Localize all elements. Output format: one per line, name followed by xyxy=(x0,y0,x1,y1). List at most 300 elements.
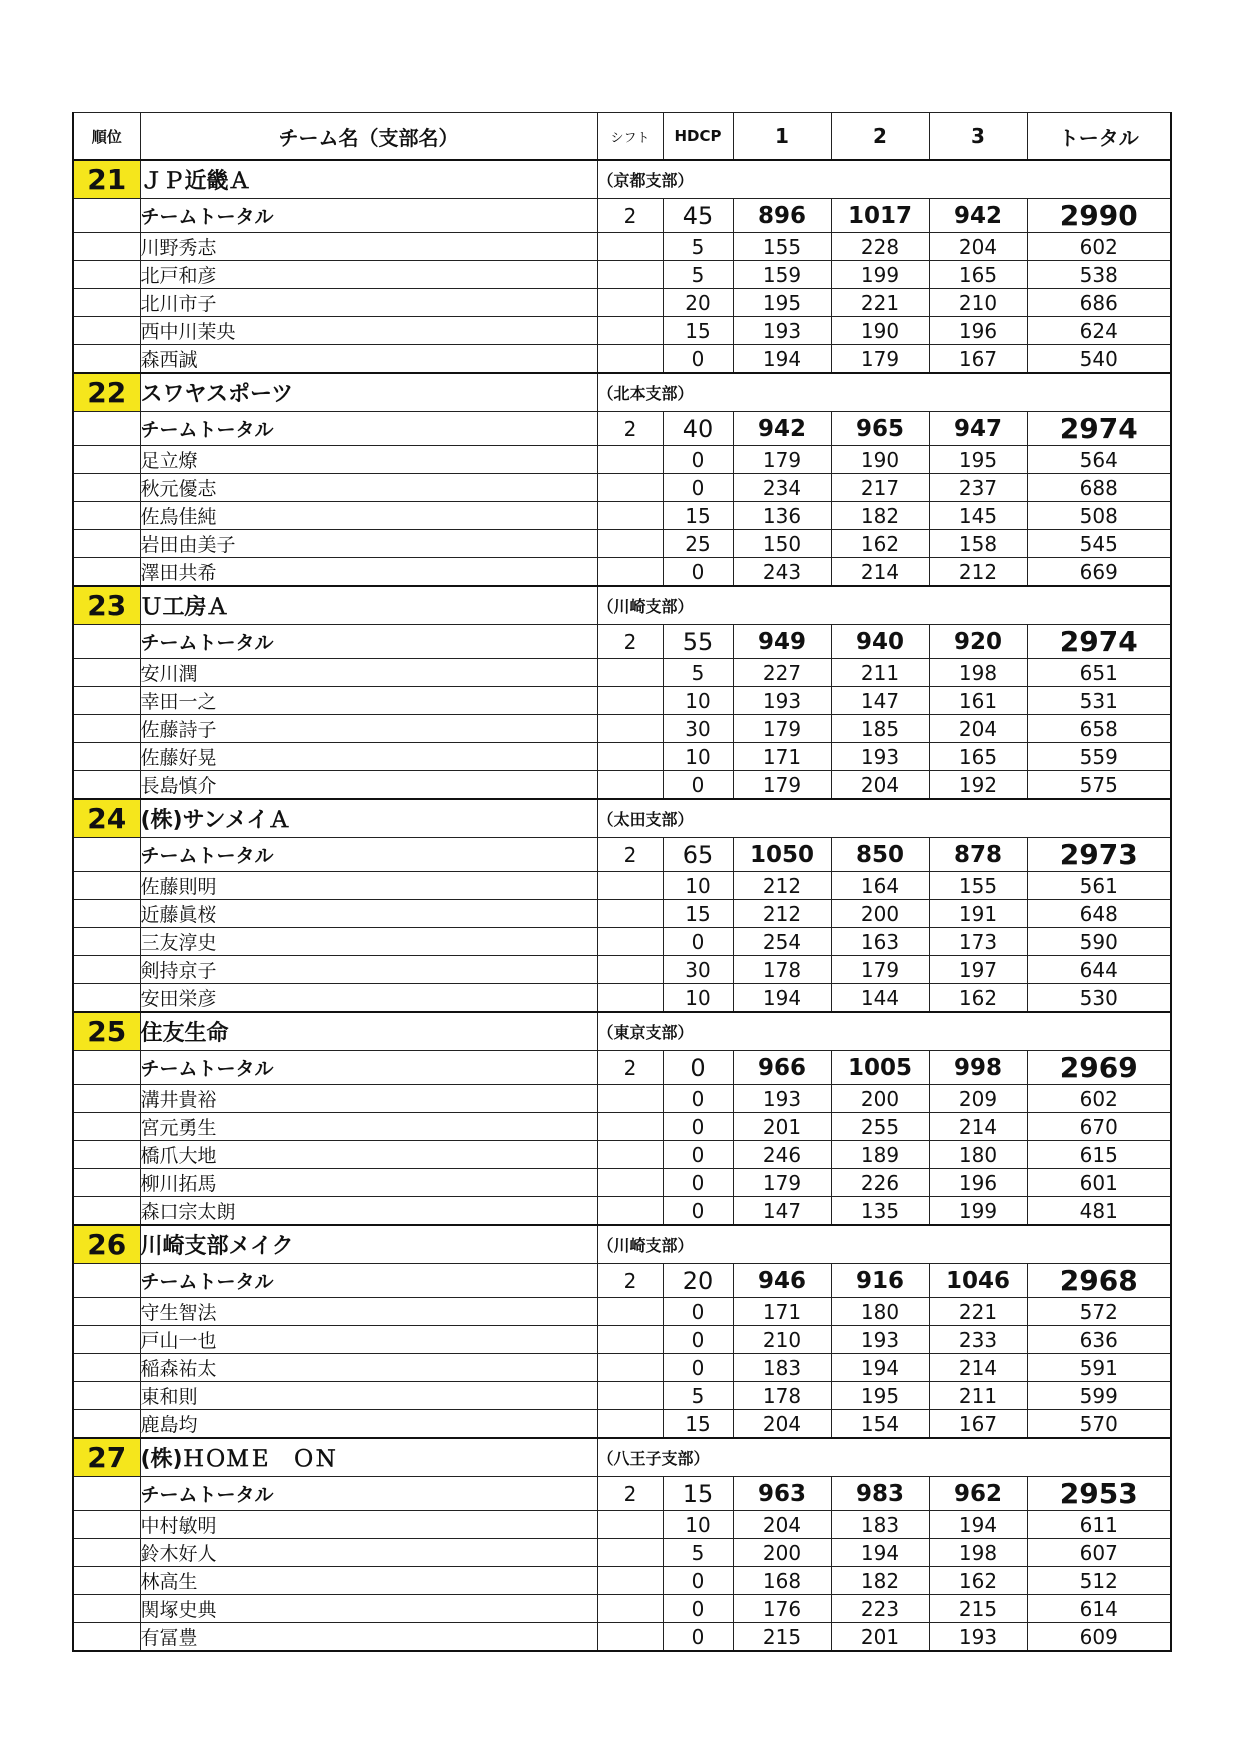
player-shift xyxy=(597,558,663,587)
rank-cell-empty xyxy=(73,771,140,800)
player-shift xyxy=(597,900,663,928)
player-game3: 204 xyxy=(929,233,1027,261)
player-name: 北戸和彦 xyxy=(140,261,597,289)
team-total-row xyxy=(73,1477,1171,1511)
team-shift: 2 xyxy=(597,412,663,446)
rank-cell-empty xyxy=(73,261,140,289)
player-shift xyxy=(597,1595,663,1623)
player-name: 有冨豊 xyxy=(140,1623,597,1652)
player-name: 西中川茉央 xyxy=(140,317,597,345)
team-game2: 850 xyxy=(831,838,929,872)
team-total-label: チームトータル xyxy=(140,412,597,446)
player-hdcp: 0 xyxy=(663,474,733,502)
player-row xyxy=(73,771,1171,800)
team-game3: 878 xyxy=(929,838,1027,872)
player-game1: 193 xyxy=(733,317,831,345)
player-game1: 234 xyxy=(733,474,831,502)
player-game2: 189 xyxy=(831,1141,929,1169)
player-hdcp: 0 xyxy=(663,1169,733,1197)
player-shift xyxy=(597,1410,663,1439)
player-game2: 190 xyxy=(831,446,929,474)
player-shift xyxy=(597,1511,663,1539)
player-hdcp: 0 xyxy=(663,1141,733,1169)
player-name: 佐藤好晃 xyxy=(140,743,597,771)
team-shift: 2 xyxy=(597,1264,663,1298)
player-game1: 200 xyxy=(733,1539,831,1567)
player-total: 570 xyxy=(1027,1410,1171,1439)
player-game2: 135 xyxy=(831,1197,929,1226)
player-game2: 193 xyxy=(831,1326,929,1354)
player-hdcp: 0 xyxy=(663,1354,733,1382)
team-rank: 25 xyxy=(73,1012,140,1051)
player-shift xyxy=(597,261,663,289)
player-row xyxy=(73,1298,1171,1326)
player-game1: 183 xyxy=(733,1354,831,1382)
player-game3: 161 xyxy=(929,687,1027,715)
player-game1: 210 xyxy=(733,1326,831,1354)
player-game2: 200 xyxy=(831,1085,929,1113)
player-hdcp: 0 xyxy=(663,1326,733,1354)
team-game1: 942 xyxy=(733,412,831,446)
game1-header: 1 xyxy=(733,113,831,161)
player-game3: 211 xyxy=(929,1382,1027,1410)
player-row xyxy=(73,687,1171,715)
rank-cell-empty xyxy=(73,558,140,587)
team-hdcp: 65 xyxy=(663,838,733,872)
team-total-label: チームトータル xyxy=(140,199,597,233)
player-hdcp: 20 xyxy=(663,289,733,317)
player-shift xyxy=(597,345,663,374)
player-row xyxy=(73,1623,1171,1652)
player-total: 602 xyxy=(1027,233,1171,261)
player-shift xyxy=(597,1113,663,1141)
team-game2: 1005 xyxy=(831,1051,929,1085)
player-hdcp: 10 xyxy=(663,1511,733,1539)
player-game3: 167 xyxy=(929,345,1027,374)
player-row xyxy=(73,558,1171,587)
team-game1: 1050 xyxy=(733,838,831,872)
team-hdcp: 15 xyxy=(663,1477,733,1511)
team-game1: 896 xyxy=(733,199,831,233)
team-header-row xyxy=(73,373,1171,412)
player-game3: 215 xyxy=(929,1595,1027,1623)
player-total: 599 xyxy=(1027,1382,1171,1410)
player-game1: 243 xyxy=(733,558,831,587)
player-shift xyxy=(597,474,663,502)
rank-cell-empty xyxy=(73,872,140,900)
player-total: 602 xyxy=(1027,1085,1171,1113)
player-game3: 214 xyxy=(929,1354,1027,1382)
rank-cell-empty xyxy=(73,1595,140,1623)
player-shift xyxy=(597,1169,663,1197)
player-game2: 204 xyxy=(831,771,929,800)
player-game2: 182 xyxy=(831,1567,929,1595)
team-header-row xyxy=(73,160,1171,199)
player-hdcp: 10 xyxy=(663,984,733,1013)
rank-cell-empty xyxy=(73,984,140,1013)
rank-cell-empty xyxy=(73,530,140,558)
rank-cell-empty xyxy=(73,1169,140,1197)
player-name: 長島慎介 xyxy=(140,771,597,800)
rank-cell-empty xyxy=(73,1298,140,1326)
team-name: スワヤスポーツ xyxy=(140,373,597,412)
player-shift xyxy=(597,1141,663,1169)
team-rank: 21 xyxy=(73,160,140,199)
player-game3: 167 xyxy=(929,1410,1027,1439)
player-name: 稲森祐太 xyxy=(140,1354,597,1382)
player-game1: 212 xyxy=(733,900,831,928)
player-shift xyxy=(597,1382,663,1410)
player-game3: 199 xyxy=(929,1197,1027,1226)
player-shift xyxy=(597,289,663,317)
player-shift xyxy=(597,233,663,261)
player-hdcp: 15 xyxy=(663,502,733,530)
player-hdcp: 15 xyxy=(663,317,733,345)
team-hdcp: 20 xyxy=(663,1264,733,1298)
player-shift xyxy=(597,1197,663,1226)
player-name: 三友淳史 xyxy=(140,928,597,956)
rank-cell-empty xyxy=(73,715,140,743)
rank-cell-empty xyxy=(73,1567,140,1595)
total-header: トータル xyxy=(1027,113,1171,161)
rank-cell-empty xyxy=(73,412,140,446)
player-row xyxy=(73,1326,1171,1354)
player-game3: 162 xyxy=(929,1567,1027,1595)
team-branch: （太田支部） xyxy=(597,799,1171,838)
player-game2: 217 xyxy=(831,474,929,502)
player-name: 林高生 xyxy=(140,1567,597,1595)
player-game3: 198 xyxy=(929,1539,1027,1567)
player-shift xyxy=(597,715,663,743)
player-game3: 155 xyxy=(929,872,1027,900)
team-header-row xyxy=(73,586,1171,625)
player-game3: 191 xyxy=(929,900,1027,928)
rank-cell-empty xyxy=(73,900,140,928)
player-hdcp: 0 xyxy=(663,1197,733,1226)
player-game2: 228 xyxy=(831,233,929,261)
team-hdcp: 55 xyxy=(663,625,733,659)
player-name: 宮元勇生 xyxy=(140,1113,597,1141)
player-row xyxy=(73,872,1171,900)
player-row xyxy=(73,1595,1171,1623)
game2-header: 2 xyxy=(831,113,929,161)
rank-cell-empty xyxy=(73,956,140,984)
player-game2: 193 xyxy=(831,743,929,771)
player-game3: 158 xyxy=(929,530,1027,558)
team-name: (株)ＨＯＭＥ ＯＮ xyxy=(140,1438,597,1477)
rank-cell-empty xyxy=(73,838,140,872)
player-row xyxy=(73,1354,1171,1382)
player-game1: 194 xyxy=(733,345,831,374)
team-game1: 949 xyxy=(733,625,831,659)
player-game3: 195 xyxy=(929,446,1027,474)
player-shift xyxy=(597,687,663,715)
player-total: 590 xyxy=(1027,928,1171,956)
player-game2: 200 xyxy=(831,900,929,928)
player-hdcp: 0 xyxy=(663,771,733,800)
player-game2: 144 xyxy=(831,984,929,1013)
player-hdcp: 5 xyxy=(663,1539,733,1567)
player-total: 609 xyxy=(1027,1623,1171,1652)
player-game2: 185 xyxy=(831,715,929,743)
player-name: 安田栄彦 xyxy=(140,984,597,1013)
player-game3: 145 xyxy=(929,502,1027,530)
rank-cell-empty xyxy=(73,1354,140,1382)
player-name: 溝井貴裕 xyxy=(140,1085,597,1113)
player-row xyxy=(73,928,1171,956)
team-header-row xyxy=(73,1012,1171,1051)
player-game1: 176 xyxy=(733,1595,831,1623)
player-hdcp: 15 xyxy=(663,900,733,928)
player-game2: 255 xyxy=(831,1113,929,1141)
team-game3: 1046 xyxy=(929,1264,1027,1298)
player-game1: 147 xyxy=(733,1197,831,1226)
player-hdcp: 0 xyxy=(663,1085,733,1113)
player-game3: 194 xyxy=(929,1511,1027,1539)
player-row xyxy=(73,345,1171,374)
player-total: 508 xyxy=(1027,502,1171,530)
team-header-row xyxy=(73,1438,1171,1477)
player-shift xyxy=(597,872,663,900)
player-game3: 209 xyxy=(929,1085,1027,1113)
player-row xyxy=(73,289,1171,317)
team-total-label: チームトータル xyxy=(140,838,597,872)
rank-cell-empty xyxy=(73,199,140,233)
rank-cell-empty xyxy=(73,345,140,374)
team-branch: （八王子支部） xyxy=(597,1438,1171,1477)
player-name: 北川市子 xyxy=(140,289,597,317)
player-shift xyxy=(597,1623,663,1652)
player-shift xyxy=(597,1326,663,1354)
team-shift: 2 xyxy=(597,838,663,872)
player-total: 540 xyxy=(1027,345,1171,374)
player-hdcp: 0 xyxy=(663,1595,733,1623)
player-game3: 196 xyxy=(929,1169,1027,1197)
player-name: 鹿島均 xyxy=(140,1410,597,1439)
player-name: 岩田由美子 xyxy=(140,530,597,558)
game3-header: 3 xyxy=(929,113,1027,161)
rank-cell-empty xyxy=(73,1623,140,1652)
team-rank: 23 xyxy=(73,586,140,625)
player-game1: 179 xyxy=(733,715,831,743)
team-total-score: 2990 xyxy=(1027,199,1171,233)
player-name: 柳川拓馬 xyxy=(140,1169,597,1197)
player-game1: 179 xyxy=(733,771,831,800)
player-total: 614 xyxy=(1027,1595,1171,1623)
player-game2: 183 xyxy=(831,1511,929,1539)
player-hdcp: 5 xyxy=(663,1382,733,1410)
player-game2: 214 xyxy=(831,558,929,587)
player-game3: 193 xyxy=(929,1623,1027,1652)
player-game3: 214 xyxy=(929,1113,1027,1141)
player-row xyxy=(73,1085,1171,1113)
team-branch: （京都支部） xyxy=(597,160,1171,199)
results-table xyxy=(72,112,1172,1652)
team-name: ＪＰ近畿Ａ xyxy=(140,160,597,199)
rank-header: 順位 xyxy=(73,113,140,161)
player-total: 530 xyxy=(1027,984,1171,1013)
player-game3: 162 xyxy=(929,984,1027,1013)
player-game2: 164 xyxy=(831,872,929,900)
team-name: 川崎支部メイク xyxy=(140,1225,597,1264)
player-game1: 204 xyxy=(733,1410,831,1439)
player-game1: 136 xyxy=(733,502,831,530)
player-total: 531 xyxy=(1027,687,1171,715)
player-shift xyxy=(597,928,663,956)
rank-cell-empty xyxy=(73,743,140,771)
results-body xyxy=(73,160,1171,1651)
rank-cell-empty xyxy=(73,1382,140,1410)
player-row xyxy=(73,1113,1171,1141)
team-name: 住友生命 xyxy=(140,1012,597,1051)
rank-cell-empty xyxy=(73,1051,140,1085)
player-total: 481 xyxy=(1027,1197,1171,1226)
team-total-row xyxy=(73,1264,1171,1298)
rank-cell-empty xyxy=(73,1477,140,1511)
team-game2: 916 xyxy=(831,1264,929,1298)
player-game1: 150 xyxy=(733,530,831,558)
player-row xyxy=(73,743,1171,771)
player-row xyxy=(73,984,1171,1013)
player-total: 644 xyxy=(1027,956,1171,984)
rank-cell-empty xyxy=(73,625,140,659)
player-row xyxy=(73,659,1171,687)
player-game2: 195 xyxy=(831,1382,929,1410)
player-name: 橋爪大地 xyxy=(140,1141,597,1169)
player-shift xyxy=(597,956,663,984)
player-name: 佐鳥佳純 xyxy=(140,502,597,530)
player-hdcp: 10 xyxy=(663,687,733,715)
player-shift xyxy=(597,1298,663,1326)
player-total: 512 xyxy=(1027,1567,1171,1595)
player-game3: 210 xyxy=(929,289,1027,317)
player-hdcp: 0 xyxy=(663,1567,733,1595)
player-game2: 211 xyxy=(831,659,929,687)
player-shift xyxy=(597,743,663,771)
player-shift xyxy=(597,1085,663,1113)
rank-cell-empty xyxy=(73,502,140,530)
player-game2: 223 xyxy=(831,1595,929,1623)
team-total-row xyxy=(73,412,1171,446)
player-name: 鈴木好人 xyxy=(140,1539,597,1567)
player-game1: 179 xyxy=(733,1169,831,1197)
player-game1: 178 xyxy=(733,956,831,984)
team-total-label: チームトータル xyxy=(140,1264,597,1298)
player-game1: 212 xyxy=(733,872,831,900)
rank-cell-empty xyxy=(73,474,140,502)
team-rank: 26 xyxy=(73,1225,140,1264)
player-game2: 162 xyxy=(831,530,929,558)
team-game2: 1017 xyxy=(831,199,929,233)
player-game3: 165 xyxy=(929,261,1027,289)
team-total-row xyxy=(73,838,1171,872)
player-name: 関塚史典 xyxy=(140,1595,597,1623)
player-shift xyxy=(597,446,663,474)
player-total: 607 xyxy=(1027,1539,1171,1567)
player-hdcp: 0 xyxy=(663,558,733,587)
player-shift xyxy=(597,659,663,687)
team-total-label: チームトータル xyxy=(140,625,597,659)
player-game1: 159 xyxy=(733,261,831,289)
team-total-score: 2973 xyxy=(1027,838,1171,872)
player-total: 648 xyxy=(1027,900,1171,928)
player-row xyxy=(73,715,1171,743)
player-total: 670 xyxy=(1027,1113,1171,1141)
player-row xyxy=(73,900,1171,928)
player-hdcp: 15 xyxy=(663,1410,733,1439)
player-total: 611 xyxy=(1027,1511,1171,1539)
team-game2: 940 xyxy=(831,625,929,659)
rank-cell-empty xyxy=(73,1326,140,1354)
team-rank: 22 xyxy=(73,373,140,412)
team-game3: 947 xyxy=(929,412,1027,446)
player-total: 636 xyxy=(1027,1326,1171,1354)
team-game1: 963 xyxy=(733,1477,831,1511)
player-shift xyxy=(597,530,663,558)
hdcp-header: HDCP xyxy=(663,113,733,161)
player-shift xyxy=(597,1354,663,1382)
player-hdcp: 10 xyxy=(663,872,733,900)
player-game3: 173 xyxy=(929,928,1027,956)
rank-cell-empty xyxy=(73,1511,140,1539)
player-row xyxy=(73,530,1171,558)
team-game2: 983 xyxy=(831,1477,929,1511)
player-game1: 168 xyxy=(733,1567,831,1595)
player-total: 561 xyxy=(1027,872,1171,900)
player-game3: 192 xyxy=(929,771,1027,800)
player-game1: 215 xyxy=(733,1623,831,1652)
table-header xyxy=(73,113,1171,161)
player-game2: 194 xyxy=(831,1354,929,1382)
rank-cell-empty xyxy=(73,1085,140,1113)
team-hdcp: 40 xyxy=(663,412,733,446)
player-shift xyxy=(597,502,663,530)
player-shift xyxy=(597,771,663,800)
team-game1: 946 xyxy=(733,1264,831,1298)
team-total-row xyxy=(73,1051,1171,1085)
player-game3: 233 xyxy=(929,1326,1027,1354)
player-game3: 212 xyxy=(929,558,1027,587)
rank-cell-empty xyxy=(73,1141,140,1169)
player-game2: 190 xyxy=(831,317,929,345)
player-total: 545 xyxy=(1027,530,1171,558)
player-game1: 171 xyxy=(733,1298,831,1326)
player-game2: 154 xyxy=(831,1410,929,1439)
player-hdcp: 0 xyxy=(663,928,733,956)
player-shift xyxy=(597,1539,663,1567)
player-name: 森口宗太朗 xyxy=(140,1197,597,1226)
player-game1: 246 xyxy=(733,1141,831,1169)
player-row xyxy=(73,1197,1171,1226)
player-game1: 254 xyxy=(733,928,831,956)
rank-cell-empty xyxy=(73,289,140,317)
player-game1: 155 xyxy=(733,233,831,261)
rank-cell-empty xyxy=(73,928,140,956)
player-game2: 179 xyxy=(831,345,929,374)
player-row xyxy=(73,1382,1171,1410)
team-name: Ｕ工房Ａ xyxy=(140,586,597,625)
rank-cell-empty xyxy=(73,317,140,345)
team-rank: 27 xyxy=(73,1438,140,1477)
player-game2: 147 xyxy=(831,687,929,715)
player-hdcp: 0 xyxy=(663,1113,733,1141)
rank-cell-empty xyxy=(73,446,140,474)
rank-cell-empty xyxy=(73,1410,140,1439)
player-hdcp: 10 xyxy=(663,743,733,771)
player-game3: 198 xyxy=(929,659,1027,687)
team-game1: 966 xyxy=(733,1051,831,1085)
player-name: 東和則 xyxy=(140,1382,597,1410)
